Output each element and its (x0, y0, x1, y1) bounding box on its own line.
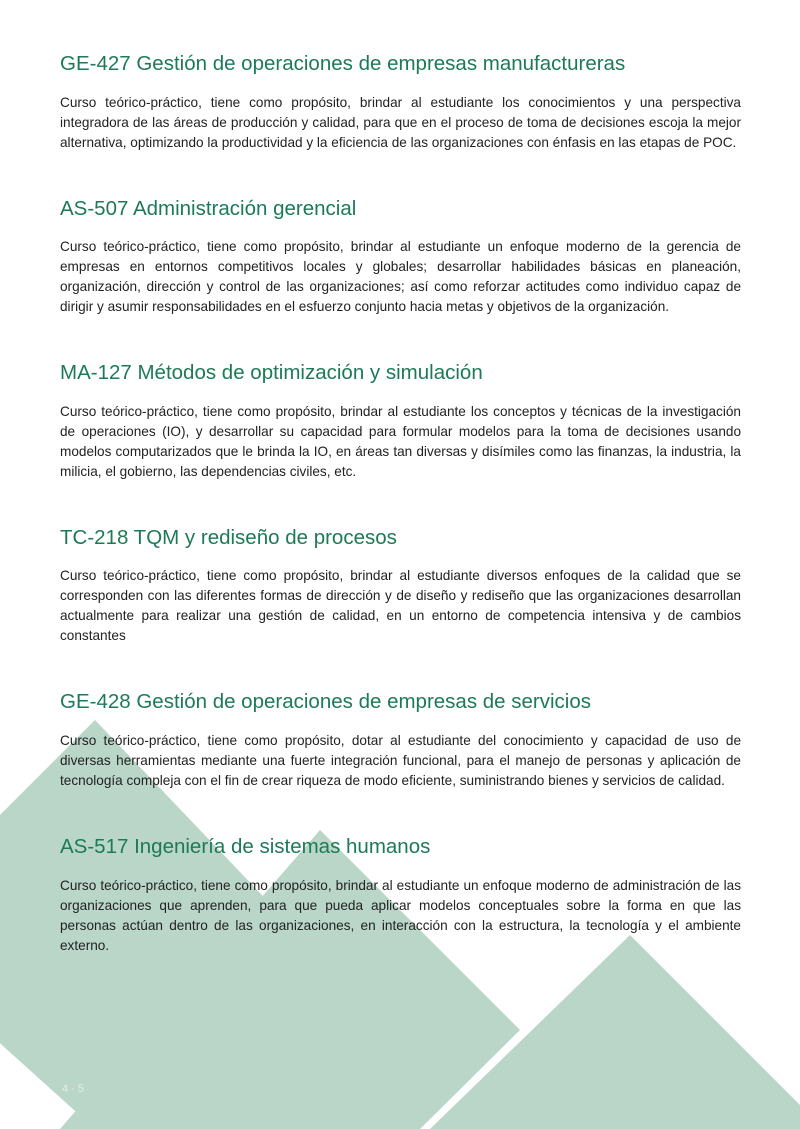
course-block-as517 (60, 835, 741, 956)
course-description: Curso teórico-práctico, tiene como propósito, brindar al estudiante un enfoque moderno de administración de las organizaciones que aprenden, para que pueda aplicar modelos conceptuales sobre la forma en que las personas actúan dentro de las organizaciones, en interacción con la estructura, la tecnología y el ambiente externo. (60, 877, 741, 953)
course-title: GE-427 Gestión de operaciones de empresas manufactureras (60, 52, 626, 75)
course-title: GE-428 Gestión de operaciones de empresas de servicios (60, 690, 592, 714)
course-description: Curso teórico-práctico, tiene como propósito, dotar al estudiante del conocimiento y capacidad de uso de diversas herramientas mediante una fuerte integración funcional, para el manejo de personas y aplicación de tecnología compleja con el fin de crear riqueza de modo eficiente, suministrando bienes y servicios de calidad. (60, 732, 741, 788)
course-title: AS-507 Administración gerencial (60, 196, 357, 220)
course-block-as507 (60, 197, 741, 318)
course-block-ma127 (60, 361, 741, 482)
course-block-ge428 (60, 690, 741, 791)
course-description: Curso teórico-práctico, tiene como propósito, brindar al estudiante los conceptos y técnicas de la investigación de operaciones (IO), y desarrollar su capacidad para formular modelos para la toma de decisiones usando modelos computarizados que le brinda la IO, en áreas tan diversas y disímiles como las finanzas, la industria, la milicia, el gobierno, las dependencias civiles, etc. (60, 403, 741, 479)
course-block-ge427 (60, 52, 741, 153)
course-title: MA-127 Métodos de optimización y simulación (60, 361, 483, 385)
page-number: 4 · 5 (62, 1083, 85, 1095)
course-title: AS-517 Ingeniería de sistemas humanos (60, 834, 431, 858)
course-block-tc218 (60, 526, 741, 647)
course-description: Curso teórico-práctico, tiene como propósito, brindar al estudiante un enfoque moderno de la gerencia de empresas en entornos competitivos locales y globales; desarrollar habilidades básicas en planeación, organización, dirección y control de las organizaciones; así como reforzar actitudes como individuo capaz de dirigir y asumir responsabilidades en el esfuerzo conjunto hacia metas y objetivos de la organización. (60, 239, 741, 315)
course-title: TC-218 TQM y rediseño de procesos (60, 525, 397, 549)
course-description: Curso teórico-práctico, tiene como propósito, brindar al estudiante diversos enfoques de la calidad que se corresponden con las diferentes formas de dirección y de diseño y rediseño que las organizaciones desarrollan actualmente para realizar una gestión de calidad, en un entorno de competencia intensiva y de cambios constantes (60, 568, 741, 644)
course-description: Curso teórico-práctico, tiene como propósito, brindar al estudiante los conocimientos y una perspectiva integradora de las áreas de producción y calidad, para que en el proceso de toma de decisiones escoja la mejor alternativa, optimizando la productividad y la eficiencia de las organizaciones con énfasis en las etapas de POC. (60, 94, 741, 150)
course-list (60, 52, 741, 1000)
